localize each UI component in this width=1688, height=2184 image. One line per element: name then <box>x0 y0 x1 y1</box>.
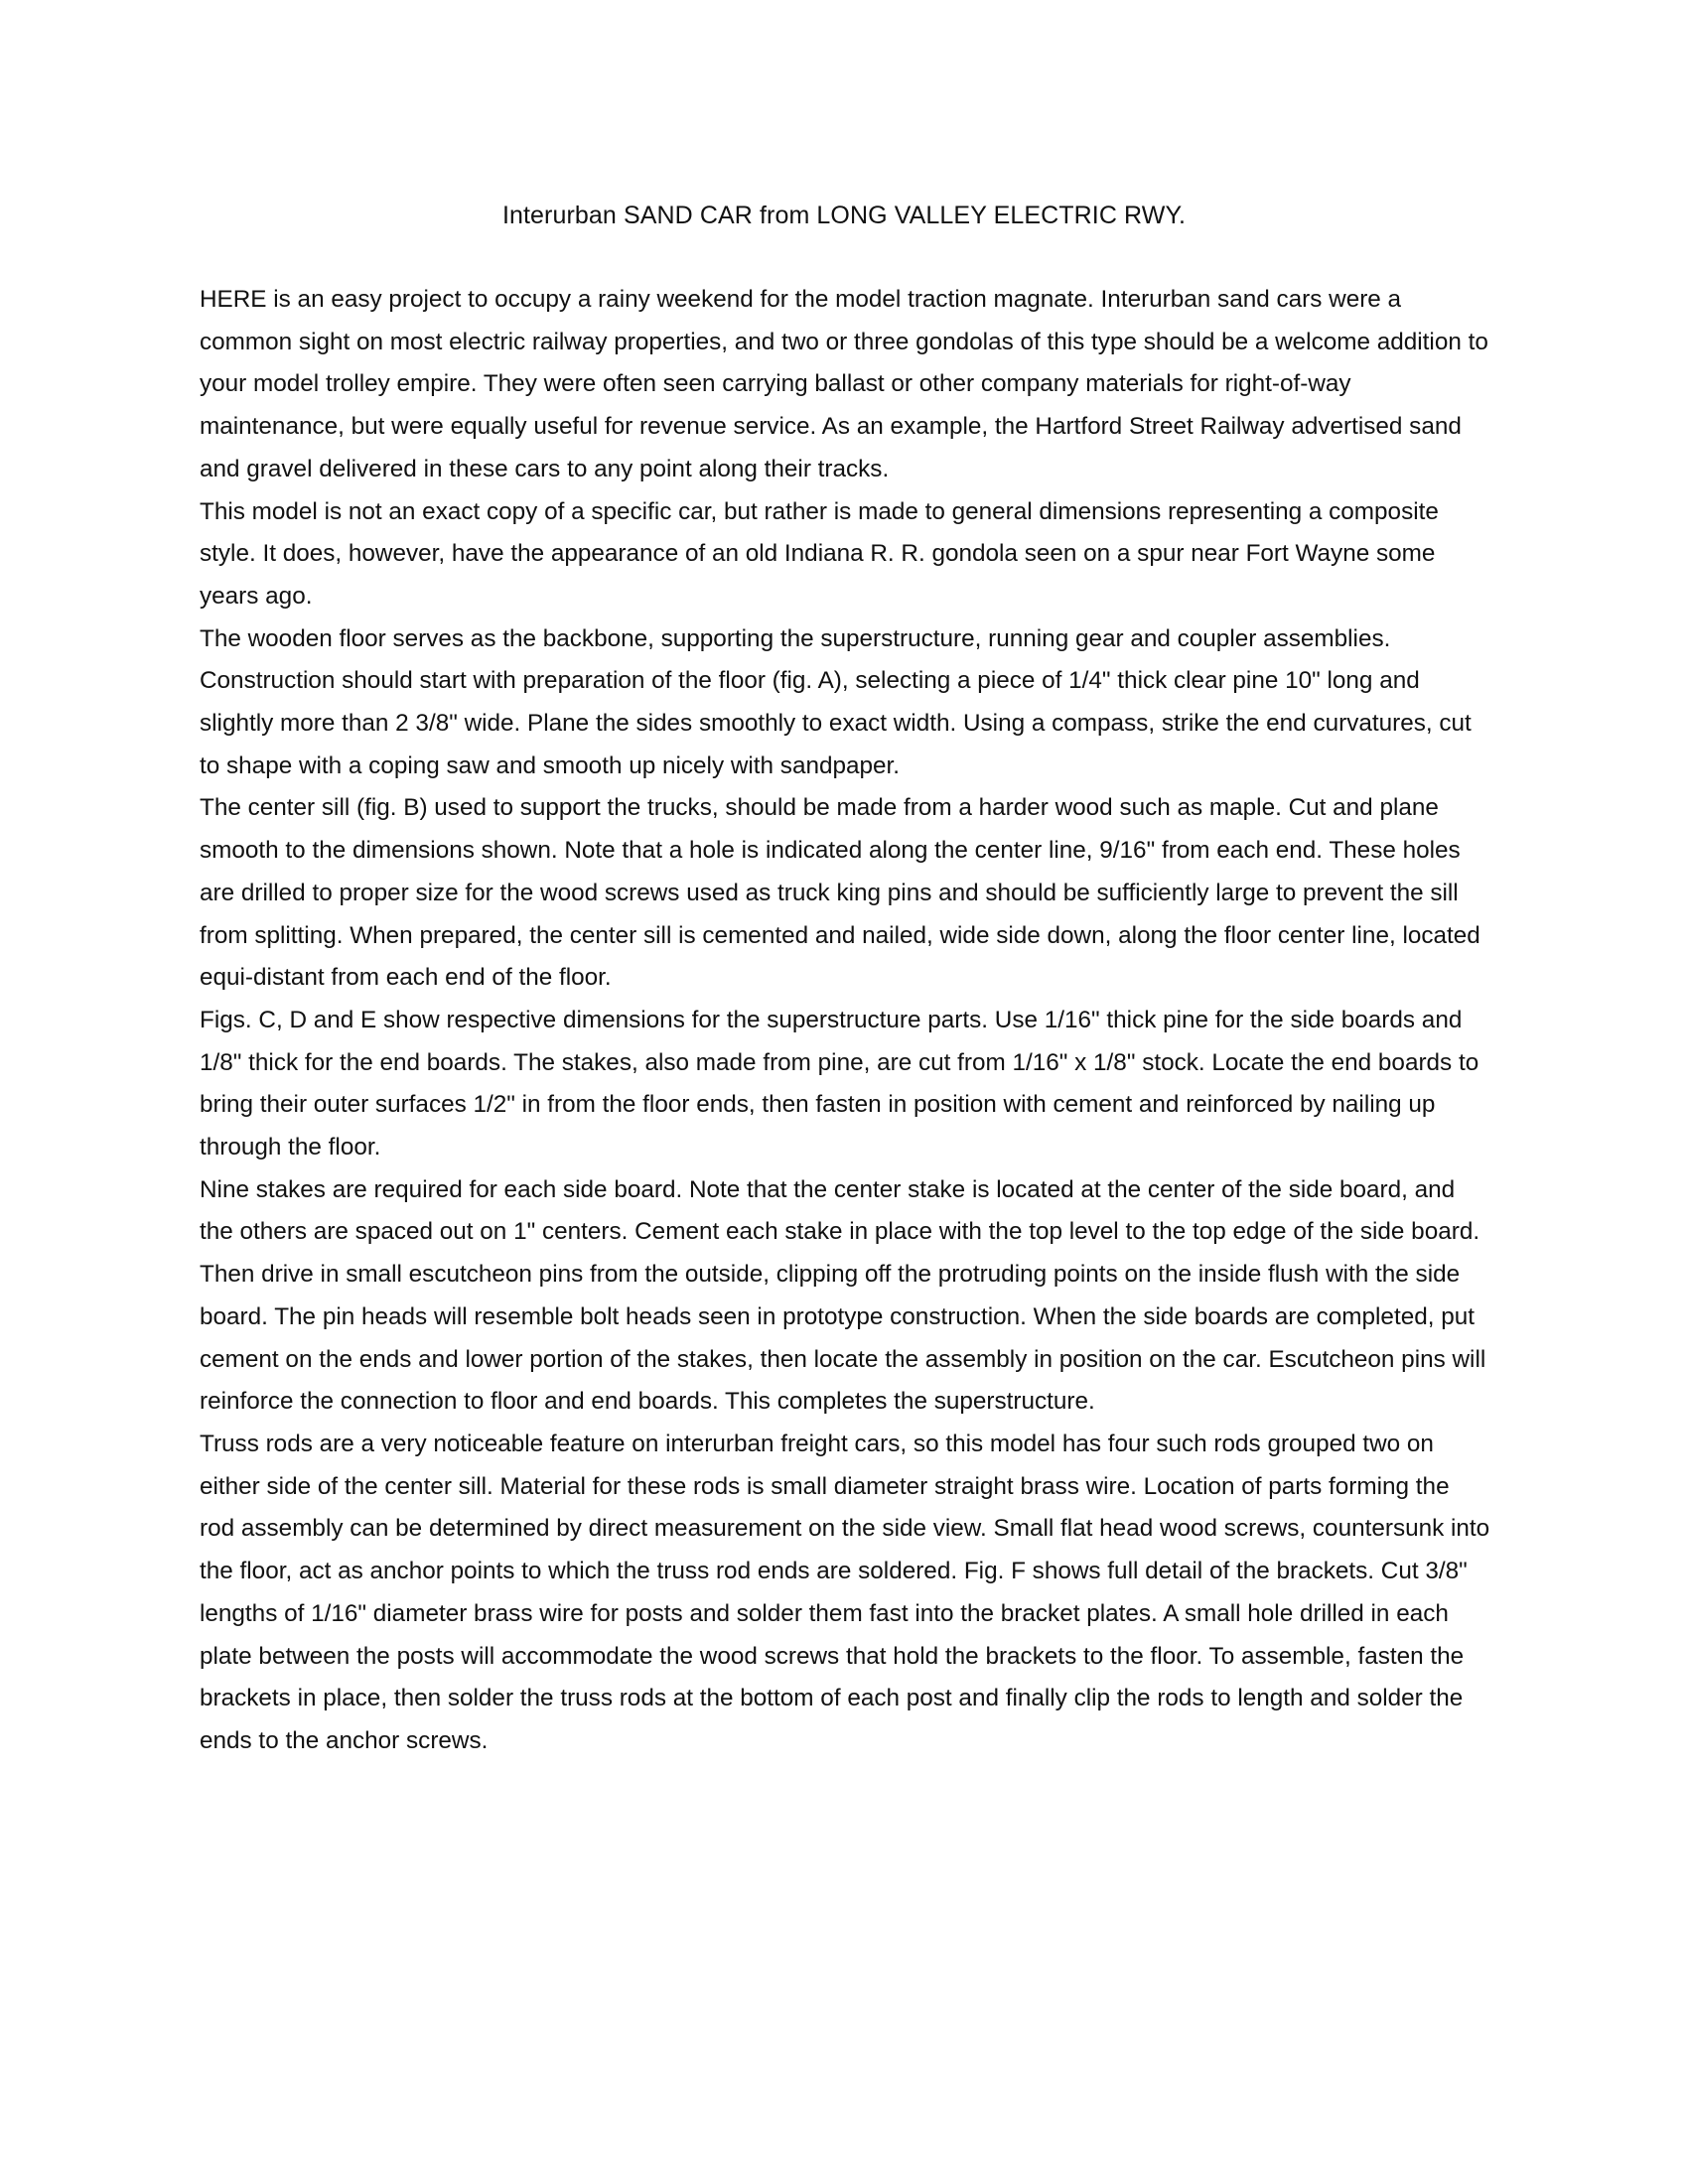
paragraph-truss-rods: Truss rods are a very noticeable feature on interurban freight cars, so this model has four such rods grouped two on either side of the center sill. Material for these rods is small diameter straight brass wire. Location of parts forming the rod assembly can be determined by direct measurement on the side view. Small flat head wood screws, countersunk into the floor, act as anchor points to which the truss rod ends are soldered. Fig. F shows full detail of the brackets. Cut 3/8" lengths of 1/16" diameter brass wire for posts and solder them fast into the bracket plates. A small hole drilled in each plate between the posts will accommodate the wood screws that hold the brackets to the floor. To assemble, fasten the brackets in place, then solder the truss rods at the bottom of each post and finally clip the rods to length and solder the ends to the anchor screws. <box>200 1430 1490 1754</box>
document-title: Interurban SAND CAR from LONG VALLEY ELECTRIC RWY. <box>501 202 1187 229</box>
paragraph-intro: HERE is an easy project to occupy a rainy weekend for the model traction magnate. Interurban sand cars were a common sight on most electric railway properties, and two or three gondolas of this type should be a welcome addition to your model trolley empire. They were often seen carrying ballast or other company materials for right-of-way maintenance, but were equally useful for revenue service. As an example, the Hartford Street Railway advertised sand and gravel delivered in these cars to any point along their tracks. <box>200 286 1488 482</box>
document-body <box>200 279 1490 1763</box>
paragraph-center-sill: The center sill (fig. B) used to support the trucks, should be made from a harder wood such as maple. Cut and plane smooth to the dimensions shown. Note that a hole is indicated along the center line, 9/16" from each end. These holes are drilled to proper size for the wood screws used as truck king pins and should be sufficiently large to prevent the sill from splitting. When prepared, the center sill is cemented and nailed, wide side down, along the floor center line, located equi-distant from each end of the floor. <box>200 794 1480 992</box>
paragraph-model-style: This model is not an exact copy of a specific car, but rather is made to general dimensions representing a composite style. It does, however, have the appearance of an old Indiana R. R. gondola seen on a spur near Fort Wayne some years ago. <box>200 497 1439 610</box>
paragraph-floor: The wooden floor serves as the backbone, supporting the superstructure, running gear and coupler assemblies. Construction should start with preparation of the floor (fig. A), selecting a piece of 1/4" thick clear pine 10" long and slightly more than 2 3/8" wide. Plane the sides smoothly to exact width. Using a compass, strike the end curvatures, cut to shape with a coping saw and smooth up nicely with sandpaper. <box>200 624 1472 779</box>
paragraph-superstructure: Figs. C, D and E show respective dimensions for the superstructure parts. Use 1/16" thick pine for the side boards and 1/8" thick for the end boards. The stakes, also made from pine, are cut from 1/16" x 1/8" stock. Locate the end boards to bring their outer surfaces 1/2" in from the floor ends, then fasten in position with cement and reinforced by nailing up through the floor. <box>200 1006 1479 1161</box>
paragraph-stakes: Nine stakes are required for each side board. Note that the center stake is located at the center of the side board, and the others are spaced out on 1" centers. Cement each stake in place with the top level to the top edge of the side board. Then drive in small escutcheon pins from the outside, clipping off the protruding points on the inside flush with the side board. The pin heads will resemble bolt heads seen in prototype construction. When the side boards are completed, put cement on the ends and lower portion of the stakes, then locate the assembly in position on the car. Escutcheon pins will reinforce the connection to floor and end boards. This completes the superstructure. <box>200 1175 1486 1416</box>
